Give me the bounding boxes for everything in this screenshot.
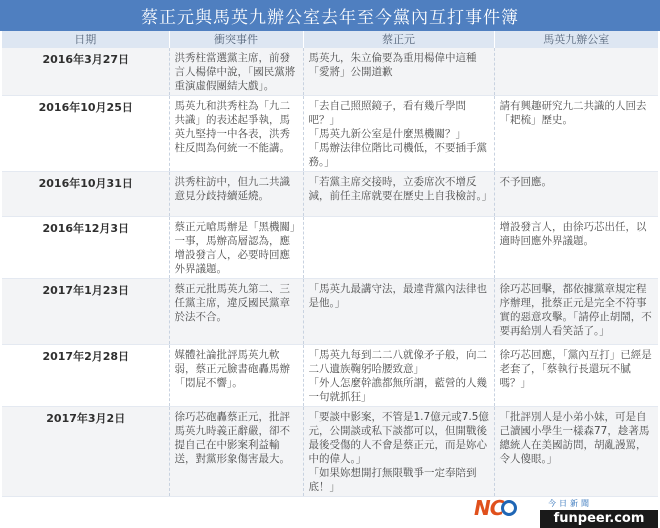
- tsai-cell: [303, 172, 494, 217]
- logo-mark: NC: [474, 496, 504, 520]
- tsai-cell: [303, 345, 494, 407]
- event-cell: [169, 407, 303, 497]
- date-cell: 2016年10月31日: [2, 172, 169, 217]
- date-cell: 2016年10月25日: [2, 96, 169, 172]
- office-cell: [494, 345, 658, 407]
- event-text: 媒體社論批評馬英九軟弱，蔡正元臉書砲轟馬辦「悶屁不響」。: [174, 349, 290, 389]
- tsai-cell: [303, 279, 494, 345]
- office-cell: [494, 48, 658, 96]
- office-text: 徐巧芯回應，「黨內互打」已經是老套了，「蔡執行長還玩不膩嗎？」: [499, 349, 652, 389]
- tsai-cell: [303, 48, 494, 96]
- table-header-row: [2, 31, 658, 48]
- table-row: [2, 96, 658, 172]
- office-cell: [494, 96, 658, 172]
- table-row: [2, 172, 658, 217]
- date-cell: 2016年12月3日: [2, 217, 169, 279]
- tsai-text: 「馬英九每到二二八就像矛子般，向二二八遺族鞠躬哈腰致意」: [308, 349, 487, 375]
- event-text: 洪秀柱當選黨主席，前發言人楊偉中說，「國民黨將重演虛假團結大戲」。: [174, 52, 296, 92]
- page-title: 蔡正元與馬英九辦公室去年至今黨內互打事件簿: [141, 8, 519, 28]
- office-cell: [494, 407, 658, 497]
- event-cell: [169, 48, 303, 96]
- date-cell: 2016年3月27日: [2, 48, 169, 96]
- table-row: [2, 345, 658, 407]
- office-text: 徐巧芯回擊，都依據黨章規定程序辦理，批蔡正元是完全不符事實的惡意攻擊。「請停止胡鬧，不要再給別人看笑話了。」: [499, 283, 652, 337]
- table-row: [2, 48, 658, 96]
- event-cell: [169, 217, 303, 279]
- event-text: 洪秀柱訪中，但九二共識意見分歧持續延燒。: [174, 176, 290, 202]
- table-row: [2, 217, 658, 279]
- tsai-text: 「外人怎麼幹譙都無所謂，藍營的人幾一句就抓狂」: [308, 377, 487, 403]
- event-cell: [169, 279, 303, 345]
- office-text: 增設發言人，由徐巧芯出任，以適時回應外界議題。: [499, 221, 647, 247]
- tsai-cell: [303, 217, 494, 279]
- office-cell: [494, 172, 658, 217]
- table-body: [2, 48, 658, 497]
- header-tsai: 蔡正元: [303, 31, 494, 48]
- date-cell: 2017年1月23日: [2, 279, 169, 345]
- event-text: 蔡正元批馬英九第二、三任黨主席，違反國民黨章於法不合。: [174, 283, 290, 323]
- event-cell: [169, 96, 303, 172]
- date-cell: 2017年3月2日: [2, 407, 169, 497]
- event-table: [2, 31, 658, 497]
- event-cell: [169, 345, 303, 407]
- tsai-text: 「去自己照照鏡子，看有幾斤學問吧？」: [308, 100, 466, 126]
- tsai-cell: [303, 96, 494, 172]
- header-date: 日期: [2, 31, 169, 48]
- event-cell: [169, 172, 303, 217]
- nownews-logo: [474, 497, 544, 519]
- table-row: [2, 279, 658, 345]
- tsai-text: 「如果妳想開打無限戰爭一定奉陪到底！」: [308, 467, 477, 493]
- tsai-text: 馬英九，朱立倫要為重用楊偉中這種「愛將」公開道歉: [308, 52, 477, 78]
- tsai-text: 「要談中影案，不管是1.7億元或7.5億元，公開談或私下談都可以，但開戰後最後受傷的人不會是蔡正元，而是妳心中的偉人。」: [308, 411, 489, 465]
- event-text: 馬英九和洪秀柱為「九二共識」的表述起爭執，馬英九堅持一中各表，洪秀柱反問為何統一不能講。: [174, 100, 290, 154]
- office-cell: [494, 279, 658, 345]
- tsai-text: 「馬辦法律位階比司機低，不要插手黨務。」: [308, 142, 487, 168]
- logo-ring-icon: [501, 500, 517, 516]
- title-banner: [0, 0, 660, 31]
- tsai-text: 「馬英九新公室是什麼黑機關？」: [308, 128, 466, 140]
- event-text: 蔡正元嗆馬辦是「黑機關」一事，馬辦高層認為，應增設發言人，必要時回應外界議題。: [174, 221, 296, 275]
- office-text: 不予回應。: [499, 176, 552, 188]
- office-text: 「批評別人是小弟小妹，可是自己讀國小學生一樣森77，趁著馬總統人在美國訪問，胡亂謾罵，令人傻眼。」: [499, 411, 650, 465]
- watermark: funpeer.com: [540, 510, 658, 528]
- tsai-cell: [303, 407, 494, 497]
- office-cell: [494, 217, 658, 279]
- office-text: 請有興趣研究九二共識的人回去「耙梳」歷史。: [499, 100, 647, 126]
- tsai-text: 「若黨主席交接時，立委席次不增反減，前任主席就要在歷史上自我檢討。」: [308, 176, 493, 202]
- header-event: 衝突事件: [169, 31, 303, 48]
- event-text: 徐巧芯砲轟蔡正元，批評馬英九時義正辭嚴，卻不提自己在中影案利益輸送，對黨形象傷害最大。: [174, 411, 290, 465]
- tsai-text: 「馬英九最講守法，最違背黨內法律也是他。」: [308, 283, 487, 309]
- header-office: 馬英九辦公室: [494, 31, 658, 48]
- event-table-container: [2, 31, 658, 501]
- date-cell: 2017年2月28日: [2, 345, 169, 407]
- table-row: [2, 407, 658, 497]
- logo-tagline: 今日新聞: [548, 499, 592, 508]
